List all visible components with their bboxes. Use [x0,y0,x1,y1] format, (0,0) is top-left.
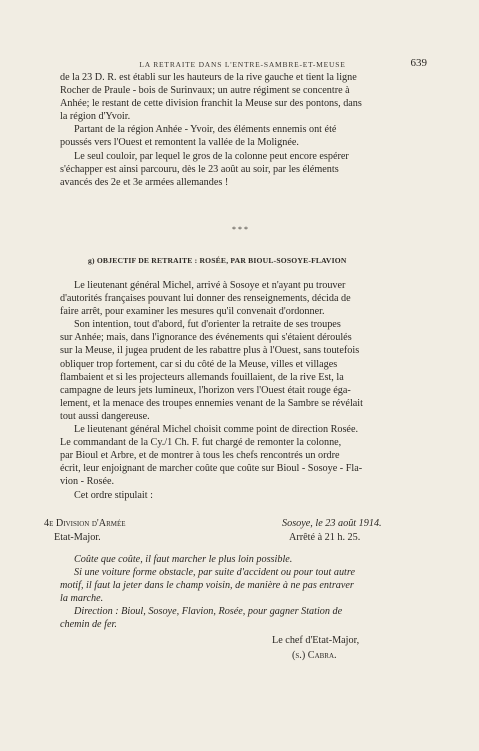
text-line: Le lieutenant général Michel choisit comme point de direction Rosée. [74,424,359,436]
text-line: sur Anhée; mais, dans l'ignorance des événements qui s'étaient déroulés [60,332,352,344]
text-line: sur la Meuse, il jugea prudent de les rabattre plus à l'Ouest, sans toutefois [60,345,360,357]
text-line: avancés des 2e et 3e armées allemandes ! [60,176,229,188]
order-intro: Cet ordre stipulait : [74,489,153,501]
order-place-date: Sosoye, le 23 août 1914. [282,518,382,529]
order-time: Arrêté à 21 h. 25. [289,532,361,543]
text-line: campagne de leurs jets lumineux, l'horizon vers l'Ouest était rouge éga- [60,384,351,396]
text-line: par Bioul et Arbre, et de montrer à tous les chefs rencontrés un ordre [60,450,340,462]
text-line: Son intention, tout d'abord, fut d'orienter la retraite de ses troupes [74,319,341,331]
text-line: la région d'Yvoir. [60,111,131,123]
text-line: Direction : Bioul, Sosoye, Flavion, Rosée, pour gagner Station de [74,606,343,618]
text-line: poussés vers l'Ouest et remontent la vallée de la Molignée. [60,137,299,149]
text-line: faire arrêt, pour examiner les mesures qu'il convenait d'ordonner. [60,306,325,318]
text-line: Coûte que coûte, il faut marcher le plus loin possible. [74,554,293,565]
signature-name: (s.) Cabra. [292,650,337,661]
text-line: Le lieutenant général Michel, arrivé à Sosoye et n'ayant pu trouver [74,280,346,291]
text-line: Rocher de Praule - bois de Surinvaux; un autre régiment se concentre à [60,85,350,97]
text-line: écrit, leur enjoignant de marcher coûte que coûte sur Bioul - Sosoye - Fla- [60,463,363,475]
text-line: motif, il faut la jeter dans le champ voisin, de manière à ne pas entraver [60,580,354,592]
text-line: Partant de la région Anhée - Yvoir, des éléments ennemis ont été [74,124,337,136]
text-line: chemin de fer. [60,619,117,631]
text-line: Le commandant de la Cy./1 Ch. F. fut chargé de remonter la colonne, [60,437,342,449]
text-line: s'échapper est ainsi parcouru, dès le 23 août au soir, par les éléments [60,163,339,175]
text-line: lement, et la menace des troupes ennemies venant de la Sambre se révélait [60,397,363,409]
order-division: 4e Division d'Armée [44,518,126,529]
signature-block [272,633,422,663]
text-line: d'autorités françaises pouvant lui donner des renseignements, décida de [60,293,351,305]
paragraph-retreat-decision [60,279,409,502]
text-line: obliquer trop fortement, car si du côté de la Meuse, villes et villages [60,358,338,370]
signature-title: Le chef d'Etat-Major, [272,635,360,646]
order-staff: Etat-Major. [54,532,101,543]
paragraph-division-positions [60,71,409,189]
page-number: 639 [410,57,427,69]
text-line: tout aussi dangereuse. [60,410,150,422]
text-line: Le seul couloir, par lequel le gros de la colonne peut encore espérer [74,150,349,162]
text-line: de la 23 D. R. est établi sur les hauteurs de la rive gauche et tient la ligne [60,72,357,83]
text-line: vion - Rosée. [60,476,115,488]
running-header: LA RETRAITE DANS L'ENTRE-SAMBRE-ET-MEUSE [139,60,346,69]
text-line: Anhée; le restant de cette division franchit la Meuse sur des pontons, dans [60,98,362,110]
section-asterism: * * * [232,225,248,234]
text-line: la marche. [60,593,104,605]
section-heading: g) OBJECTIF DE RETRAITE : ROSÉE, PAR BIOUL-SOSOYE-FLAVION [88,256,347,265]
text-line: flambaient et si les projecteurs allemands fouillaient, de la rive Est, la [60,371,344,383]
text-line: Si une voiture forme obstacle, par suite d'accident ou pour tout autre [74,567,355,579]
order-text [60,553,409,632]
